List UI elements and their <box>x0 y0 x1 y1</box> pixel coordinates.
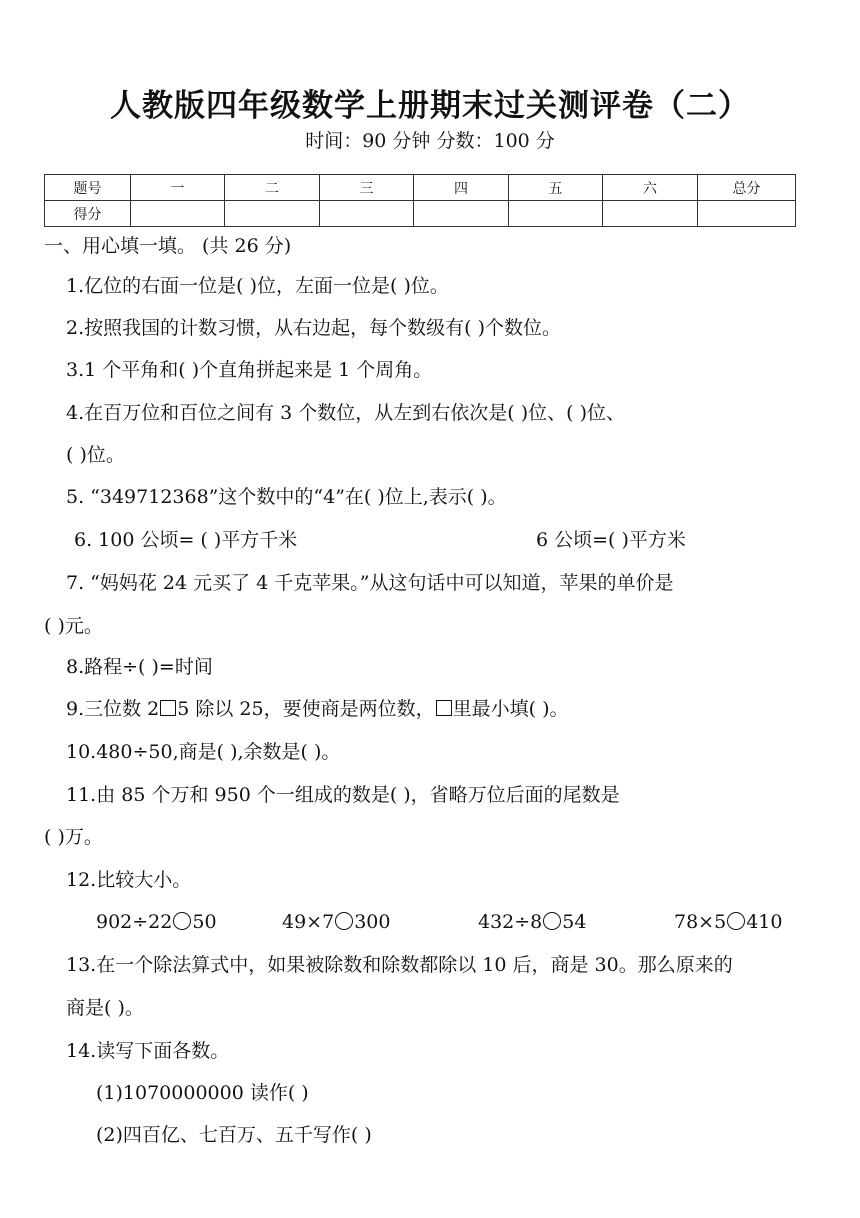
question-11-cont: ( )万。 <box>44 826 103 848</box>
score-header-cell: 四 <box>414 175 509 201</box>
question-3: 3.1 个平角和( )个直角拼起来是 1 个周角。 <box>66 359 433 381</box>
compare-item-2 <box>282 910 390 934</box>
score-cell[interactable] <box>320 201 414 227</box>
compare-circle-icon[interactable] <box>173 912 191 930</box>
page-title: 人教版四年级数学上册期末过关测评卷（二） <box>110 88 750 124</box>
score-header-cell: 总分 <box>698 175 796 201</box>
score-header-cell: 五 <box>509 175 603 201</box>
score-cell[interactable] <box>698 201 796 227</box>
compare-circle-icon[interactable] <box>335 912 353 930</box>
compare-right: 54 <box>562 911 587 933</box>
square-box-icon <box>436 700 452 716</box>
question-9-part2: 5 除以 25，要使商是两位数， <box>177 698 435 720</box>
question-13-cont: 商是( )。 <box>66 997 144 1019</box>
question-10: 10.480÷50,商是( ),余数是( )。 <box>66 741 341 763</box>
question-14: 14.读写下面各数。 <box>66 1040 230 1062</box>
score-table <box>44 174 796 227</box>
section-heading: 一、用心填一填。 (共 26 分) <box>44 235 292 257</box>
score-header-cell: 六 <box>603 175 698 201</box>
compare-item-1 <box>96 910 217 934</box>
question-12: 12.比较大小。 <box>66 869 192 891</box>
score-header-cell: 二 <box>225 175 320 201</box>
score-cell[interactable] <box>414 201 509 227</box>
compare-left: 49×7 <box>282 911 335 933</box>
question-14-2: (2)四百亿、七百万、五千写作( ) <box>96 1124 372 1146</box>
exam-info: 时间：90 分钟 分数：100 分 <box>305 130 555 152</box>
score-header-cell: 一 <box>131 175 225 201</box>
compare-left: 78×5 <box>674 911 727 933</box>
question-8: 8.路程÷( )=时间 <box>66 656 213 678</box>
question-7-cont: ( )元。 <box>44 615 103 637</box>
compare-item-3 <box>478 910 586 934</box>
question-9 <box>66 697 569 721</box>
score-table-header-row <box>45 175 796 201</box>
score-cell[interactable] <box>509 201 603 227</box>
square-box-icon <box>160 700 176 716</box>
compare-circle-icon[interactable] <box>543 912 561 930</box>
compare-right: 50 <box>192 911 217 933</box>
score-cell[interactable] <box>603 201 698 227</box>
question-1: 1.亿位的右面一位是( )位，左面一位是( )位。 <box>66 275 449 297</box>
compare-right: 300 <box>354 911 391 933</box>
question-4: 4.在百万位和百位之间有 3 个数位，从左到右依次是( )位、( )位、 <box>66 402 626 424</box>
compare-left: 902÷22 <box>96 911 173 933</box>
score-cell[interactable] <box>131 201 225 227</box>
question-6b: 6 公顷=( )平方米 <box>536 529 686 551</box>
compare-right: 410 <box>746 911 783 933</box>
question-4-cont: ( )位。 <box>66 444 125 466</box>
score-table-score-row <box>45 201 796 227</box>
score-cell[interactable] <box>225 201 320 227</box>
question-2: 2.按照我国的计数习惯，从右边起，每个数级有( )个数位。 <box>66 317 561 339</box>
score-header-cell: 题号 <box>45 175 131 201</box>
question-13: 13.在一个除法算式中，如果被除数和除数都除以 10 后，商是 30。那么原来的 <box>66 954 733 976</box>
question-5: 5. “349712368”这个数中的“4”在( )位上,表示( )。 <box>66 486 507 508</box>
compare-circle-icon[interactable] <box>727 912 745 930</box>
question-6a: 6. 100 公顷= ( )平方千米 <box>74 529 298 551</box>
question-11: 11.由 85 个万和 950 个一组成的数是( )，省略万位后面的尾数是 <box>66 784 620 806</box>
score-header-cell: 三 <box>320 175 414 201</box>
score-row-label: 得分 <box>45 201 131 227</box>
compare-item-4 <box>674 910 782 934</box>
compare-left: 432÷8 <box>478 911 543 933</box>
question-7: 7. “妈妈花 24 元买了 4 千克苹果。”从这句话中可以知道，苹果的单价是 <box>66 572 674 594</box>
question-14-1: (1)1070000000 读作( ) <box>96 1082 309 1104</box>
question-9-part3: 里最小填( )。 <box>452 698 569 720</box>
question-9-part1: 9.三位数 2 <box>66 698 160 720</box>
